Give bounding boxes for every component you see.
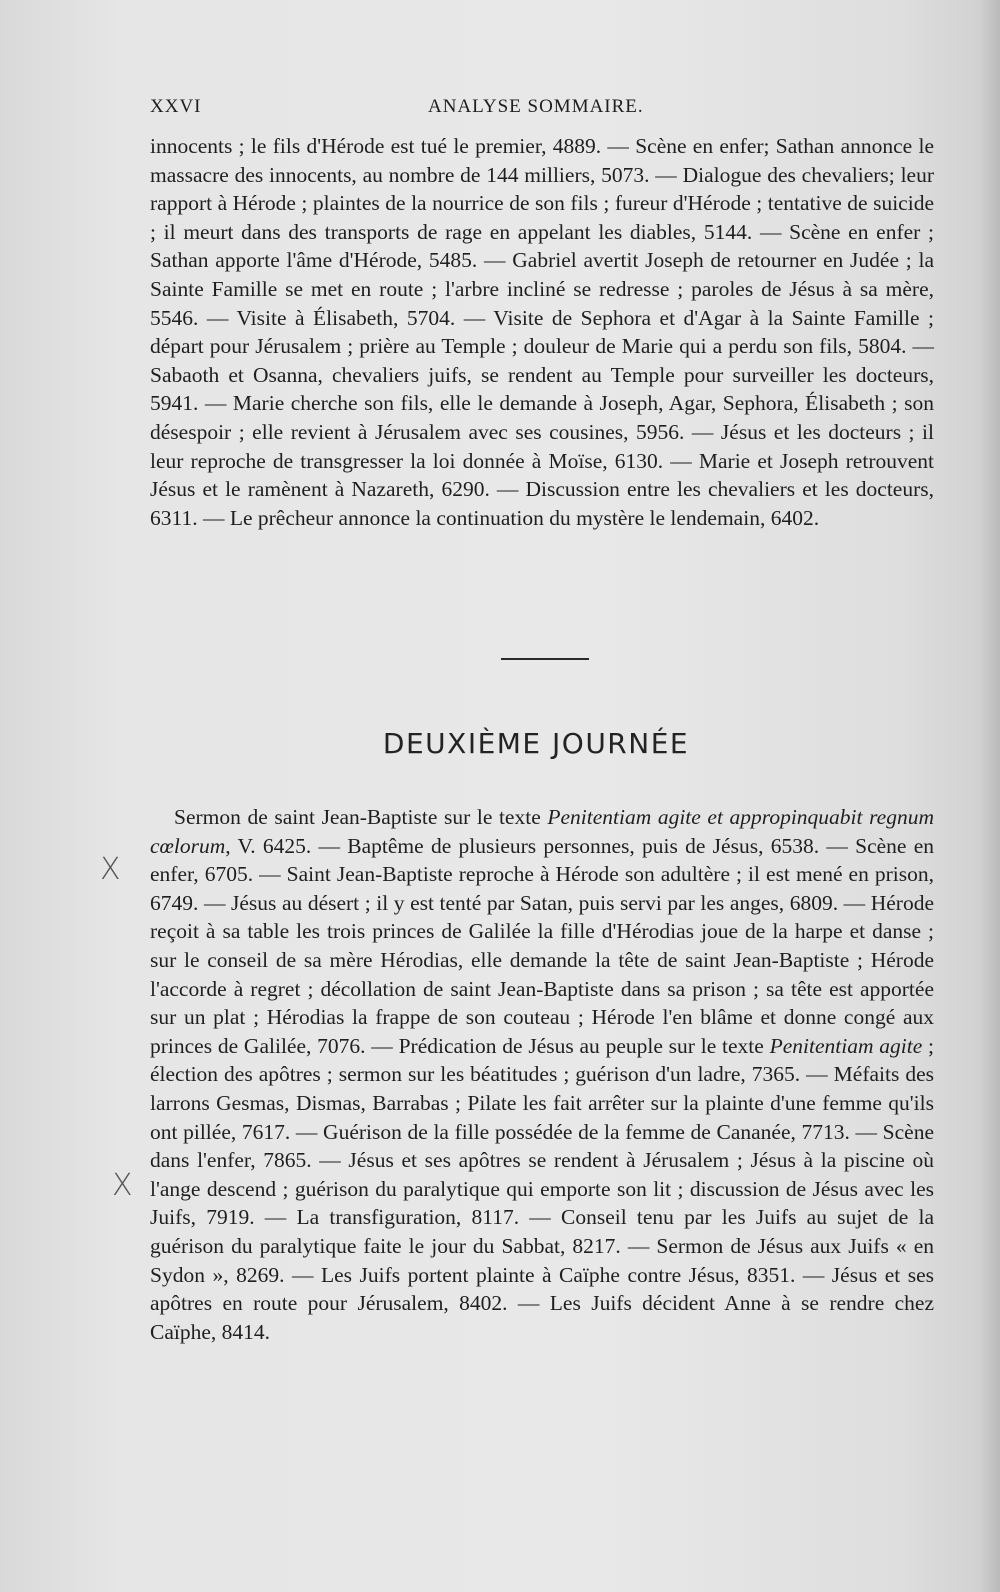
handwritten-margin-mark: X — [100, 852, 121, 887]
paragraph-text: , V. 6425. — Baptême de plusieurs personnes, puis de Jésus, 6538. — Scène en enfer, 6705. — Saint Jean-Baptiste reproche à Hérode son adultère ; il est mené en prison, 6749. — Jésus au désert ; il y est tenté par Satan, puis servi par les anges, 6809. — Hérode reçoit à sa table les trois princes de Galilée la fille d'Hérodias joue de la harpe et danse ; sur le conseil de sa mère Hérodias, elle demande la tête de saint Jean-Baptiste ; Hérode l'accorde à regret ; décollation de saint Jean-Baptiste dans sa prison ; sa tête est apportée sur un plat ; Hérodias la frappe de son couteau ; Hérode l'en blâme et donne congé aux princes de Galilée, 7076. — Prédication de Jésus au peuple sur le texte — [150, 833, 934, 1058]
page-header — [150, 96, 940, 126]
summary-second-day — [150, 803, 934, 1346]
summary-paragraph-1: innocents ; le fils d'Hérode est tué le premier, 4889. — Scène en enfer; Sathan annonce le massacre des innocents, au nombre de 144 milliers, 5073. — Dialogue des chevaliers; leur rapport à Hérode ; plaintes de la nourrice de son fils ; fureur d'Hérode ; tentative de suicide ; il meurt dans des transports de rage en appelant les diables, 5144. — Scène en enfer ; Sathan apporte l'âme d'Hérode, 5485. — Gabriel avertit Joseph de retourner en Judée ; la Sainte Famille se met en route ; l'arbre incliné se redresse ; paroles de Jésus à sa mère, 5546. — Visite à Élisabeth, 5704. — Visite de Sephora et d'Agar à la Sainte Famille ; départ pour Jérusalem ; prière au Temple ; douleur de Marie qui a perdu son fils, 5804. — Sabaoth et Osanna, chevaliers juifs, se rendent au Temple pour surveiller les docteurs, 5941. — Marie cherche son fils, elle le demande à Joseph, Agar, Sephora, Élisabeth ; son désespoir ; elle revient à Jérusalem avec ses cousines, 5956. — Jésus et les docteurs ; il leur reproche de transgresser la loi donnée à Moïse, 6130. — Marie et Joseph retrouvent Jésus et le ramènent à Nazareth, 6290. — Discussion entre les chevaliers et les docteurs, 6311. — Le prêcheur annonce la continuation du mystère le lendemain, 6402. — [150, 134, 934, 530]
latin-quote: Penitentiam agite — [769, 1033, 923, 1058]
summary-first-day-continuation — [150, 132, 934, 532]
section-divider — [501, 658, 589, 660]
paragraph-text: Sermon de saint Jean-Baptiste sur le texte — [174, 805, 548, 829]
handwritten-margin-mark: X — [112, 1168, 133, 1203]
latin-quote: Penitentiam agite et appropinquabit regnum cœlorum — [150, 805, 934, 858]
page-number: XXVI — [150, 96, 202, 117]
summary-paragraph-2 — [150, 803, 934, 1346]
paragraph-text: ; élection des apôtres ; sermon sur les béatitudes ; guérison d'un ladre, 7365. — Méfaits des larrons Gesmas, Dismas, Barrabas ; Pilate les fait arrêter sur la plainte d'une femme qu'ils ont pillée, 7617. — Guérison de la fille possédée de la femme de Cananée, 7713. — Scène dans l'enfer, 7865. — Jésus et ses apôtres se rendent à Jérusalem ; Jésus à la piscine où l'ange descend ; guérison du paralytique qui emporte son lit ; discussion de Jésus avec les Juifs, 7919. — La transfiguration, 8117. — Conseil tenu par les Juifs au sujet de la guérison du paralytique faite le jour du Sabbat, 8217. — Sermon de Jésus aux Juifs « en Sydon », 8269. — Les Juifs portent plainte à Caïphe contre Jésus, 8351. — Jésus et ses apôtres en route pour Jérusalem, 8402. — Les Juifs décident Anne à se rendre chez Caïphe, 8414. — [150, 1033, 934, 1344]
section-title: DEUXIÈME JOURNÉE — [382, 727, 690, 760]
running-title: ANALYSE SOMMAIRE. — [428, 96, 644, 117]
